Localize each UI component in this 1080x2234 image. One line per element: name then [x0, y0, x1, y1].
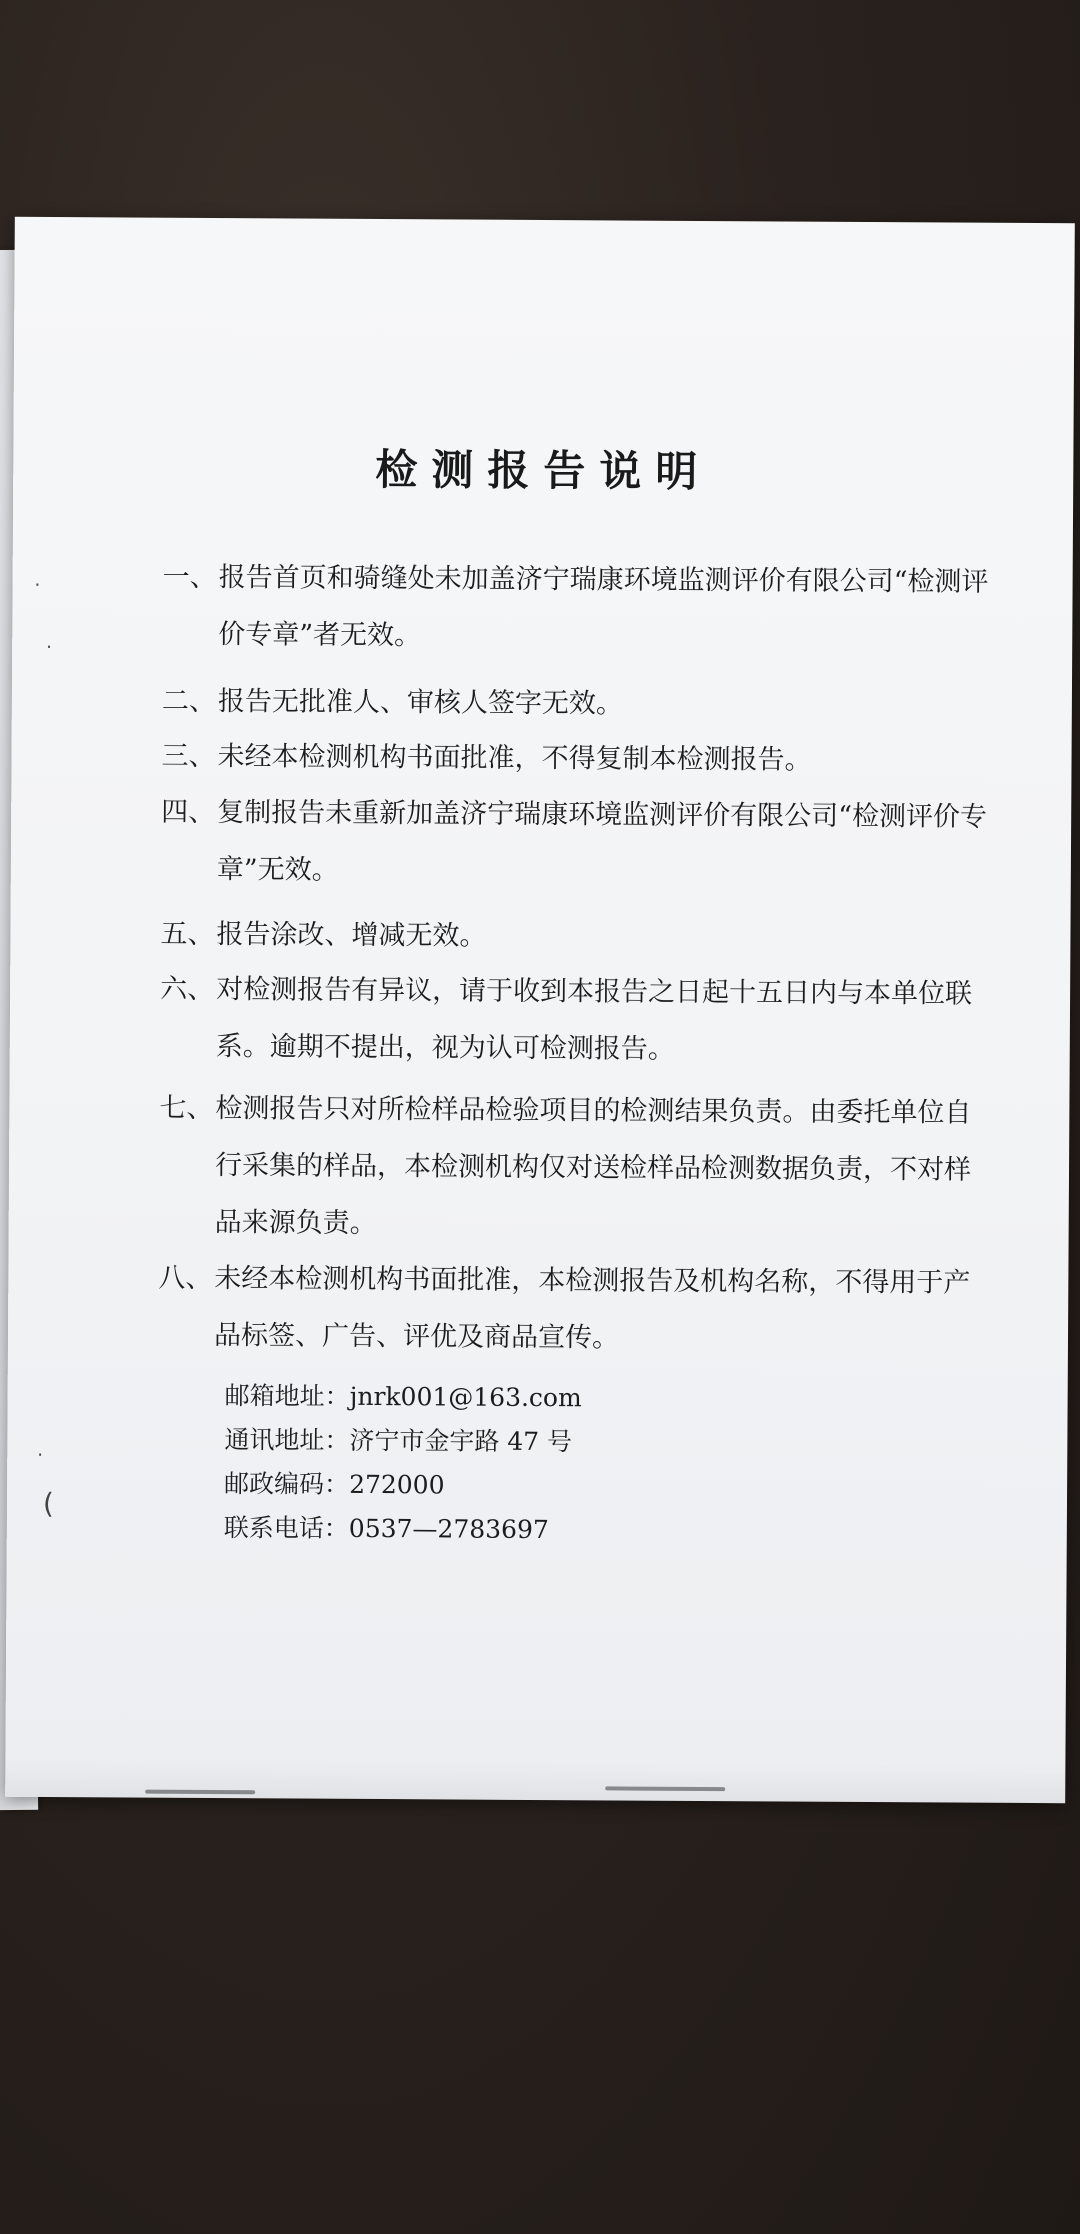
- clause-text: 未经本检测机构书面批准，本检测报告及机构名称，不得用于产品标签、广告、评优及商品宣传。: [213, 1263, 971, 1354]
- clause-7: [159, 1080, 990, 1256]
- clause-text: 报告涂改、增减无效。: [216, 919, 487, 952]
- clause-text: 检测报告只对所检样品检验项目的检测结果负责。由委托单位自行采集的样品，本检测机构仅对送检样品检测数据负责，不对样品来源负责。: [214, 1093, 972, 1240]
- contact-value: 济宁市金宇路 47 号: [349, 1425, 573, 1457]
- contact-email: [225, 1374, 582, 1420]
- binding-mark: ·: [37, 1444, 44, 1466]
- clause-text: 报告首页和骑缝处未加盖济宁瑞康环境监测评价有限公司“检测评价专章”者无效。: [218, 562, 989, 652]
- edge-smudge: [145, 1790, 255, 1795]
- clause-6: [160, 961, 991, 1080]
- clause-8: [158, 1250, 989, 1369]
- sheet-shading: [5, 1757, 1065, 1803]
- clause-number: 四、: [161, 796, 216, 829]
- contact-phone: [224, 1506, 581, 1552]
- contact-value: 0537—2783697: [348, 1513, 549, 1545]
- clause-1: [162, 549, 993, 668]
- contact-value: jnrk001@163.com: [349, 1381, 582, 1413]
- contact-address: [224, 1418, 581, 1464]
- contact-postcode: [224, 1462, 581, 1508]
- edge-smudge: [605, 1786, 725, 1791]
- clause-number: 五、: [160, 918, 215, 951]
- clause-text: 对检测报告有异议，请于收到本报告之日起十五日内与本单位联系。逾期不提出，视为认可检测报告。: [215, 974, 973, 1065]
- clause-4: [161, 784, 992, 903]
- clause-number: 六、: [160, 973, 215, 1006]
- clause-text: 报告无批准人、审核人签字无效。: [217, 686, 623, 720]
- binding-mark: ·: [34, 574, 41, 596]
- binding-mark: (: [42, 1486, 55, 1521]
- contact-value: 272000: [349, 1469, 445, 1500]
- report-sheet: [5, 217, 1075, 1803]
- clause-text: 未经本检测机构书面批准，不得复制本检测报告。: [217, 741, 812, 776]
- contact-info: [224, 1374, 582, 1552]
- contact-label: 联系电话：: [223, 1513, 349, 1543]
- clause-number: 八、: [158, 1262, 213, 1295]
- clause-2: [162, 673, 992, 735]
- clause-number: 一、: [162, 561, 217, 594]
- contact-label: 邮政编码：: [224, 1469, 350, 1499]
- clause-number: 七、: [159, 1092, 214, 1125]
- clause-text: 复制报告未重新加盖济宁瑞康环境监测评价有限公司“检测评价专章”无效。: [216, 797, 988, 886]
- contact-label: 邮箱地址：: [224, 1381, 350, 1411]
- contact-label: 通讯地址：: [224, 1425, 350, 1455]
- document-title: 检测报告说明: [375, 444, 712, 497]
- clause-3: [161, 728, 991, 790]
- clause-number: 三、: [161, 740, 216, 773]
- clause-number: 二、: [161, 685, 216, 718]
- clause-5: [160, 906, 990, 968]
- binding-mark: ·: [46, 636, 53, 659]
